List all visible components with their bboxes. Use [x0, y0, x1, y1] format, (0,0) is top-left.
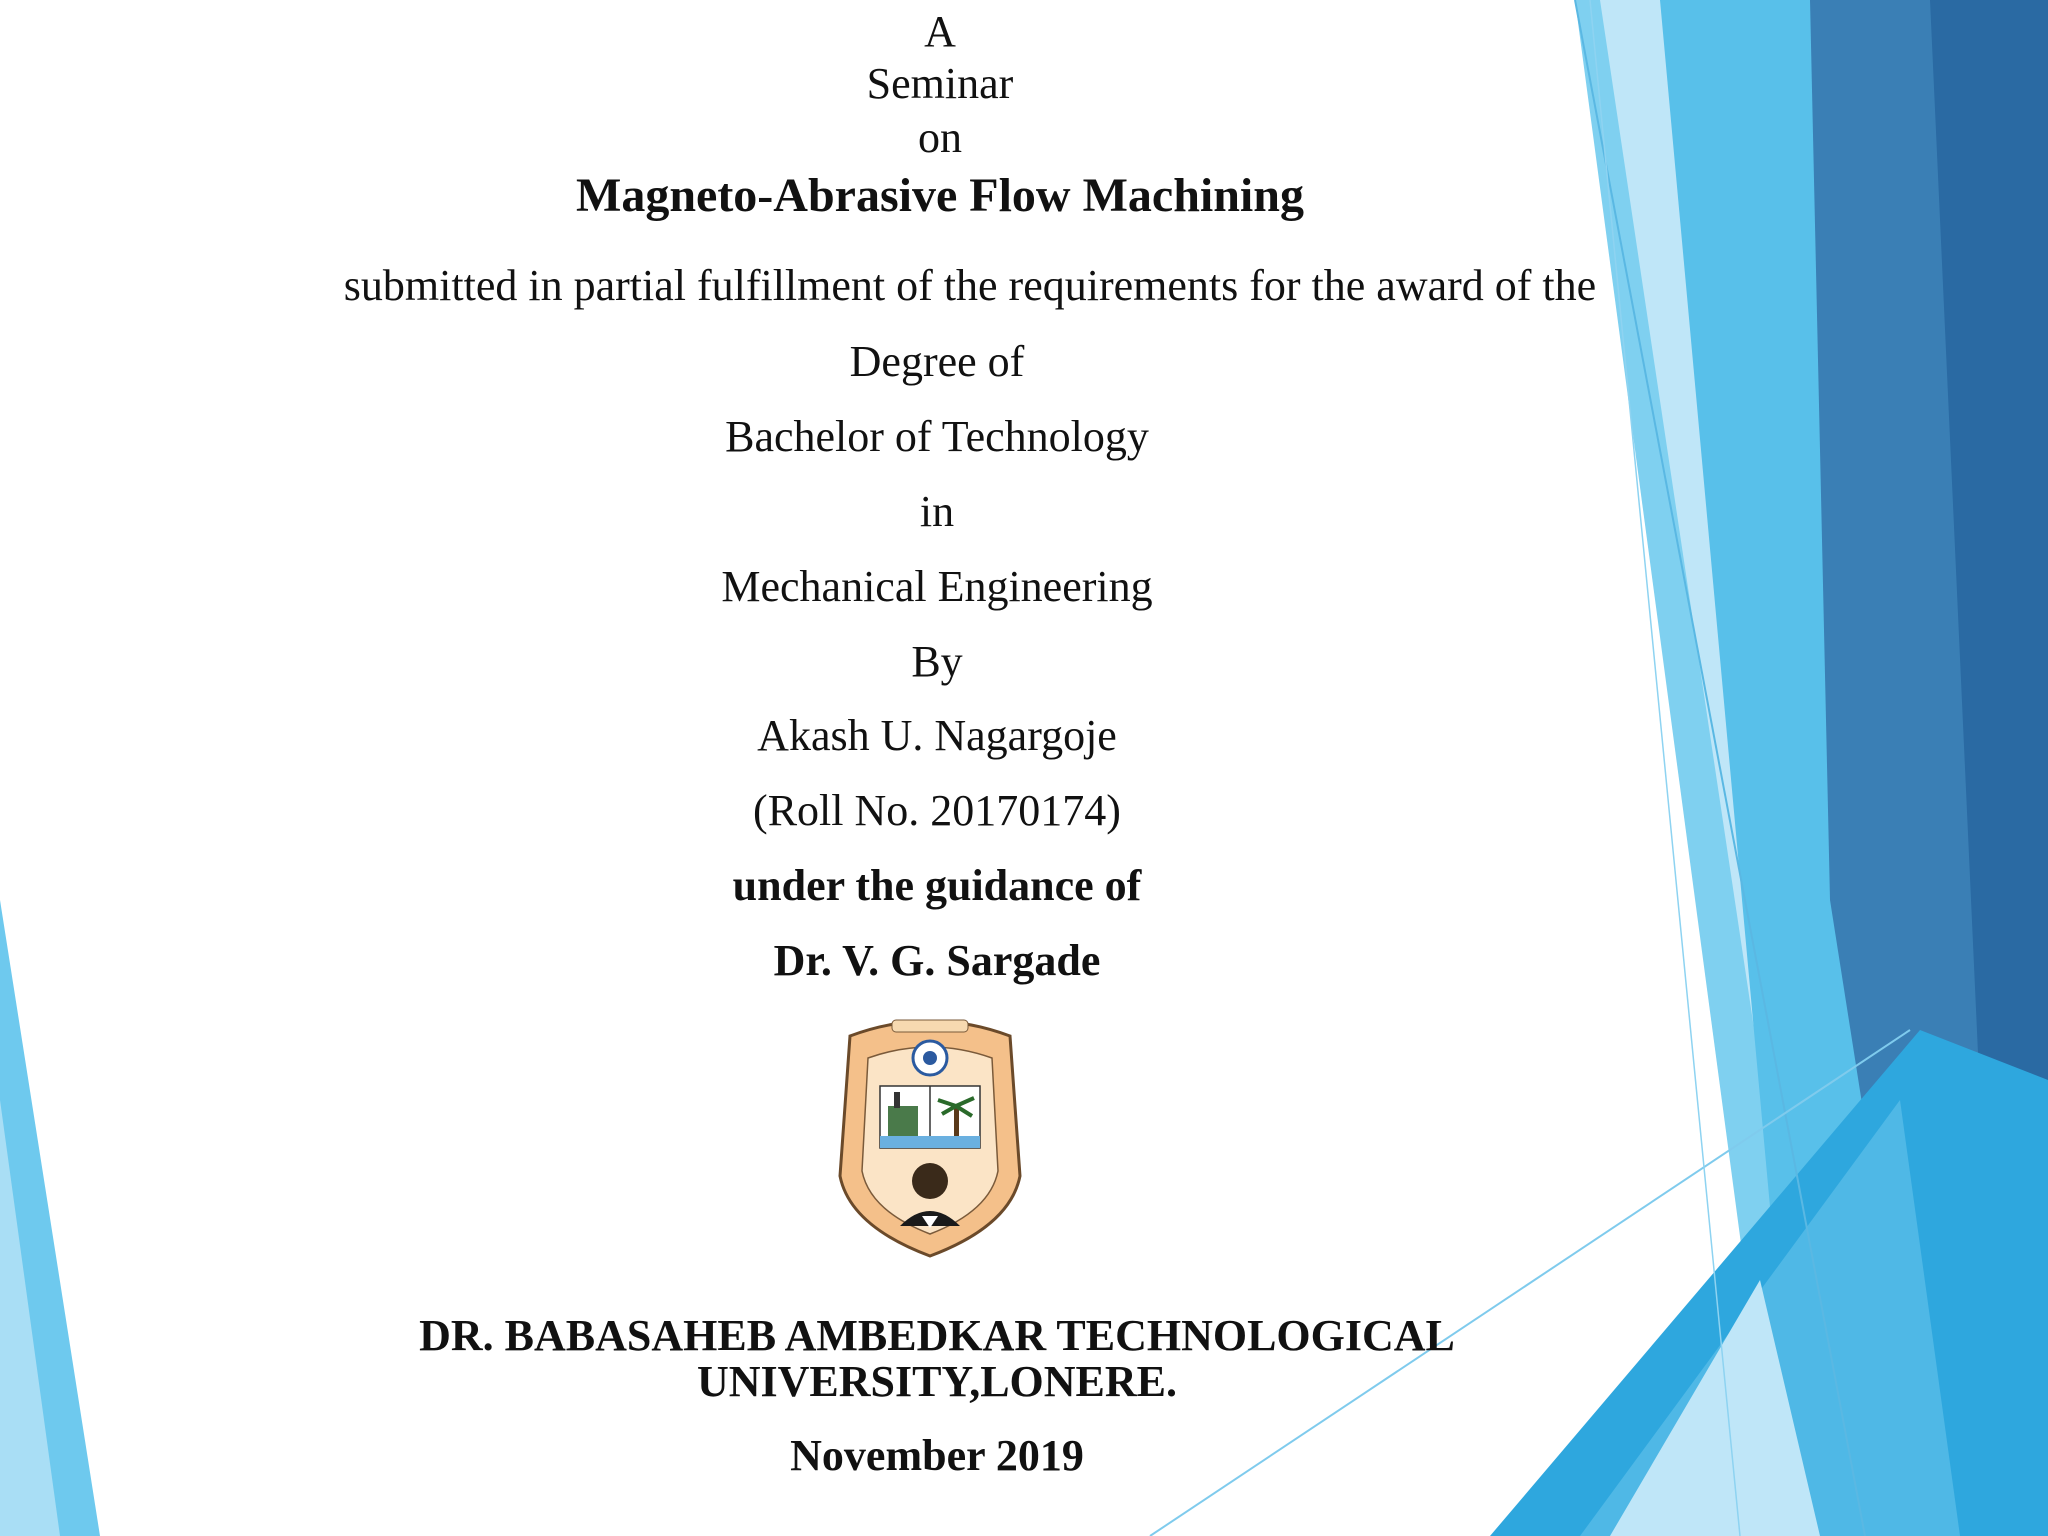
university-line-1: DR. BABASAHEB AMBEDKAR TECHNOLOGICAL	[419, 1311, 1455, 1360]
university-crest-icon	[830, 1006, 1030, 1260]
degree-of: Degree of	[849, 337, 1025, 386]
roll-number: (Roll No. 20170174)	[753, 786, 1121, 835]
university-line-2: UNIVERSITY,LONERE.	[696, 1357, 1178, 1406]
submission-text: submitted in partial fulfillment of the requirements for the award of the	[343, 261, 1597, 310]
intro-a: A	[924, 7, 956, 56]
degree-name: Bachelor of Technology	[725, 412, 1149, 461]
guide-name: Dr. V. G. Sargade	[773, 936, 1101, 985]
branch-name: Mechanical Engineering	[721, 562, 1153, 611]
seminar-title: Magneto-Abrasive Flow Machining	[576, 169, 1304, 222]
submission-line	[0, 261, 1880, 310]
in-label: in	[919, 487, 955, 536]
intro-seminar: Seminar	[866, 59, 1014, 108]
student-name: Akash U. Nagargoje	[757, 711, 1117, 760]
intro-on: on	[918, 113, 962, 162]
date: November 2019	[790, 1431, 1084, 1480]
guidance-label: under the guidance of	[732, 861, 1142, 910]
by-label: By	[911, 637, 963, 686]
